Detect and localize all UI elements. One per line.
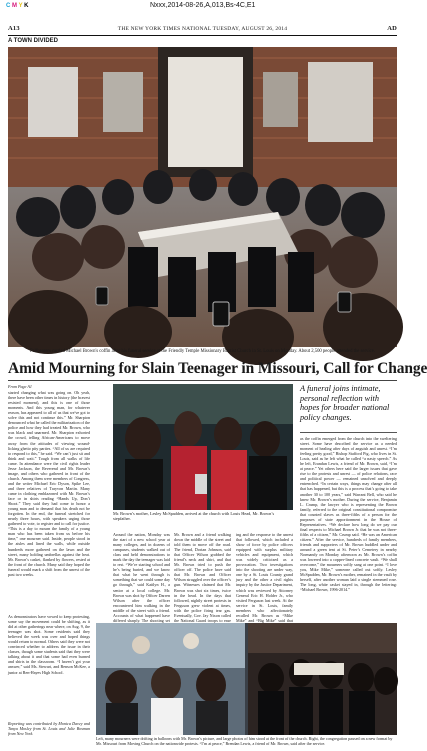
slug-m: M bbox=[12, 3, 18, 9]
section-head: A TOWN DIVIDED bbox=[8, 38, 59, 44]
jump-line: From Page A1 bbox=[8, 384, 32, 389]
photo-2-caption: Mr. Brown’s mother, Lesley McSpadden, arrived at the church with Louis Head, Mr. Brown’s stepfather. bbox=[113, 511, 275, 522]
folio-line bbox=[8, 25, 397, 34]
color-registration-slug bbox=[6, 3, 29, 9]
reporting-note: Reporting was contributed by Monica Davey and Tanya Mosley from St. Louis and Julie Bosman from New York. bbox=[8, 721, 90, 737]
main-photo-caption: Pallbearers carried Michael Brown's coffin after his funeral service at the Friendly Temple Missionary Baptist Church in St. Louis on Monday. About 2,500 people attended the service. bbox=[29, 349, 375, 354]
slug-k: K bbox=[24, 3, 29, 9]
photo-3-illustration bbox=[96, 623, 397, 735]
deck-rule bbox=[300, 432, 397, 433]
article-column-2 bbox=[113, 532, 170, 623]
section-code: AD bbox=[387, 25, 397, 32]
page-number: A13 bbox=[8, 25, 20, 32]
article-deck: A funeral joins intimate, personal reflection with hopes for broader national policy changes. bbox=[300, 384, 390, 422]
plate-code: Nxxx,2014-08-26,A,013,Bs-4C,E1 bbox=[150, 2, 256, 9]
article-column-1-bottom bbox=[8, 614, 90, 732]
folio-rule bbox=[8, 35, 397, 36]
photo-mourners-and-congregation bbox=[96, 623, 397, 735]
main-photo-illustration bbox=[8, 47, 397, 347]
article-column-1-text: started changing what was going on. Oh yeah, there have been other times in history (the bravest resisted moment), and this is one of those moments. And this young man, for whatever reason, has appeared to all of us that we've got to solve this and not continue this.” Mr. Sharpton denounced what he called the militarization of the police and how they had treated Mr. Brown, who was black and unarmed. Mr. Sharpton exhorted the crowd, telling African-Americans to move away from the attitudes of viewing wound-licking ghetto pity parties. “All of us are required to respond to this,” he said. “We can’t just sit and think and wait.” Tough from all walks of life came. In attendance were the civil rights leader Jesse Jackson, the Reverend and Mr. Brown’s image, and others who gathered in front of the church. Among them were members of Congress, and the writer Michael Eric Dyson, Spike Lee, and three relatives of Trayvon Martin. Many came in clothing emblazoned with Mr. Brown’s face or in shirts reading “Hands Up, Don’t Shoot.” They said they had come to honor a young man and to demand that his death not be forgotten. In the end, the funeral stretched for nearly three hours, with speakers urging those gathered to vote, to register and to call for justice. “This is a day to mourn the family of a young man who has been taken from us before his time,” one mourner said. Inside, people stood in the aisles and lined the walls, while outside hundreds more gathered on the lawn and the street, many holding umbrellas against the heat. Mr. Brown’s casket, flanked by flowers, rested at the front of the church. Many said they hoped the funeral would mark a shift from the unrest of the past two weeks. bbox=[8, 390, 90, 577]
article-column-1 bbox=[8, 384, 90, 610]
article-column-3-text: Mr. Brown and a friend walking down the middle of the street and told them to move off the road. The friend, Dorian Johnson, said that Officer Wilson grabbed the friend’s neck and shirt, and that Mr. Brown tried to push the officer off. The police have said that Mr. Brown and Officer Wilson struggled over the officer’s gun. Witnesses claimed that Mr. Brown was shot six times, twice in the head. In the days that followed, nightly street protests in Ferguson grew violent at times, with the police firing tear gas. Eventually, Gov. Jay Nixon called the National Guard troops to ease bbox=[174, 532, 231, 623]
slug-y: Y bbox=[18, 3, 23, 9]
headline: Amid Mourning for Slain Teenager in Missouri, Call for Change bbox=[8, 360, 427, 377]
main-photo-funeral-procession bbox=[8, 47, 397, 347]
article-column-4-text: ing and the response to the unrest that followed, which included a show of force by police officers equipped with surplus military vehicles and equipment, which was widely criticized as a provocation. Two investigations into the shooting are under way, one by a St. Louis County grand jury and the other a civil rights inquiry by the Justice Department, which was reviewed by Attorney General Eric H. Holder Jr., who visited Ferguson last week. At the service in St. Louis, family members who affectionately recalled Mr. Brown as “Mike Mike” and “Big Mike” said that bbox=[236, 532, 293, 623]
article-column-2-text: Around the nation, Monday was the start of a new school year at many colleges, and in dozens of campuses, students walked out of class and held demonstrations to mark the day the teenager was laid to rest. “We’re starting school and he’s being buried, and we know that what he went through is something that we could some day go through,” said Kaitlyn H., a senior at a local college. Mr. Brown was shot by Officer Darren Wilson after the officer encountered him walking in the middle of the street with a friend. Accounts of what happened have differed sharply. The shooting set bbox=[113, 532, 170, 623]
headline-rule bbox=[8, 380, 397, 381]
photo-mother-arrival bbox=[113, 384, 293, 510]
article-column-4 bbox=[236, 532, 293, 623]
article-column-3 bbox=[174, 532, 231, 623]
paper-dateline: THE NEW YORK TIMES NATIONAL TUESDAY, AUGUST 26, 2014 bbox=[117, 26, 288, 32]
photo-3-caption: Left, many mourners were drifting in balloons with Mr. Brown’s picture, and large photos of him stood at the front of the church. Right, the congregation paused on a new format by Mr. Missouri from Moving Church on the nationwide protests. “I’m at peace,” Brendan Lewis, a friend of Mr. Brown, said after the service. bbox=[96, 736, 393, 746]
article-column-5 bbox=[300, 436, 397, 620]
photo-2-illustration bbox=[113, 384, 293, 510]
slug-c: C bbox=[6, 3, 11, 9]
article-column-5-text: as the coffin emerged from the church into the sweltering street. Some have described the service as a needed moment of healing after days of anguish and unrest. “I’m feeling pretty good,” Bishop Stafford Pig, who lives in St. Louis, said as he left what he called “a nasty speech.” As he left, Erandun Lewis, a friend of Mr. Brown, said, “I’m at peace.” Yet others here said the larger issues that gave rise to the protests and unrest — of police relations, race and political power — remained unsolved and deeply entrenched. “In certain ways, things may change after all that has happened, but this is a process that’s going to take another 30 to 100 years,” said Warrant Bell, who said he knew Mr. Brown’s mother. During the service, Benjamin L. Crump, the lawyer who is representing the Brown family, referred to the original constitutional compromise that counted slaves as three-fifths of a person for the purposes of state apportionment in the House of Representatives. “We declare how long do we pay our final respects to Michael Brown Jr. that he was not three-fifths of a citizen,” Mr. Crump said. “He was an American citizen.” After the service, hundreds of family members, friends and supporters of Mr. Brown huddled under and around a green tent at St. Peter’s Cemetery in nearby Normandy on Monday afternoon as Mr. Brown’s coffin was lowered into a copper-lined concrete vault. “We shall overcome,” the mourners softly sang at one point. “I love you, Mike Mike,” someone called out softly. Lesley McSpadden, Mr. Brown’s mother, remained in the vault by herself, after another woman laid a single stemmed rose. The long, white casket stayed in, through the lettering: “Michael Brown, 1996-2014.” bbox=[300, 436, 397, 593]
article-column-1-bottom-text: As demonstrators have vowed to keep protesting, some say the movement could be shifting, as it did at other gatherings near where, on Aug. 9, the teenager was shot. Some residents said they believed the week was over and hoped things would return to normal. Others said they were not convinced whether to address the issue in their classes, though some students said that they were talking about it and that some had even burned and shirts in the classroom. “I haven’t got your answer,” said Ms. Stewart, and Benson McKee, a junior at Ren-Hayes High School. bbox=[8, 614, 90, 675]
